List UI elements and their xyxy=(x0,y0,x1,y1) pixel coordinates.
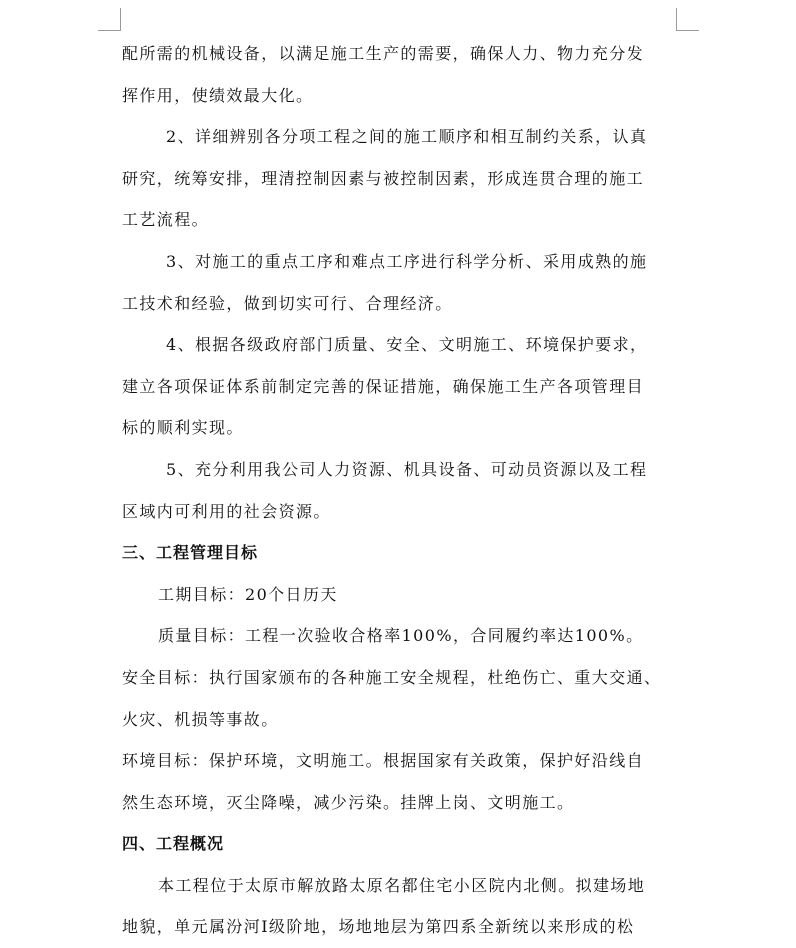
paragraph-line: 挥作用，使绩效最大化。 xyxy=(122,85,314,105)
paragraph-line: 建立各项保证体系前制定完善的保证措施，确保施工生产各项管理目 xyxy=(122,376,645,396)
paragraph-line: 质量目标：工程一次验收合格率100%，合同履约率达100%。 xyxy=(158,626,644,646)
paragraph-line: 3、对施工的重点工序和难点工序进行科学分析、采用成熟的施 xyxy=(166,251,648,271)
paragraph-line: 工期目标：20个日历天 xyxy=(158,584,338,604)
paragraph-line: 地貌，单元属汾河Ⅰ级阶地，场地地层为第四系全新统以来形成的松 xyxy=(122,917,635,937)
paragraph-line: 环境目标：保护环境，文明施工。根据国家有关政策，保护好沿线自 xyxy=(122,751,645,771)
paragraph-line: 标的顺利实现。 xyxy=(122,418,244,438)
paragraph-line: 区域内可利用的社会资源。 xyxy=(122,501,331,521)
paragraph-line: 5、充分利用我公司人力资源、机具设备、可动员资源以及工程 xyxy=(166,459,648,479)
paragraph-line: 研究，统筹安排，理清控制因素与被控制因素，形成连贯合理的施工 xyxy=(122,168,645,188)
section-heading: 三、工程管理目标 xyxy=(122,543,259,563)
paragraph-line: 工艺流程。 xyxy=(122,210,210,230)
paragraph-line: 然生态环境，灭尘降噪，减少污染。挂牌上岗、文明施工。 xyxy=(122,792,575,812)
paragraph-line: 2、详细辨别各分项工程之间的施工顺序和相互制约关系，认真 xyxy=(166,127,648,147)
page-corner-mark-top-right xyxy=(676,8,699,31)
paragraph-line: 火灾、机损等事故。 xyxy=(122,709,279,729)
paragraph-line: 安全目标：执行国家颁布的各种施工安全规程，杜绝伤亡、重大交通、 xyxy=(122,667,662,687)
section-heading: 四、工程概况 xyxy=(122,834,225,854)
paragraph-line: 工技术和经验，做到切实可行、合理经济。 xyxy=(122,293,453,313)
page-corner-mark-top-left xyxy=(98,8,121,31)
document-body xyxy=(122,33,678,948)
paragraph-line: 本工程位于太原市解放路太原名都住宅小区院内北侧。拟建场地 xyxy=(158,875,646,895)
paragraph-line: 配所需的机械设备，以满足施工生产的需要，确保人力、物力充分发 xyxy=(122,44,645,63)
paragraph-line: 4、根据各级政府部门质量、安全、文明施工、环境保护要求， xyxy=(166,335,648,355)
